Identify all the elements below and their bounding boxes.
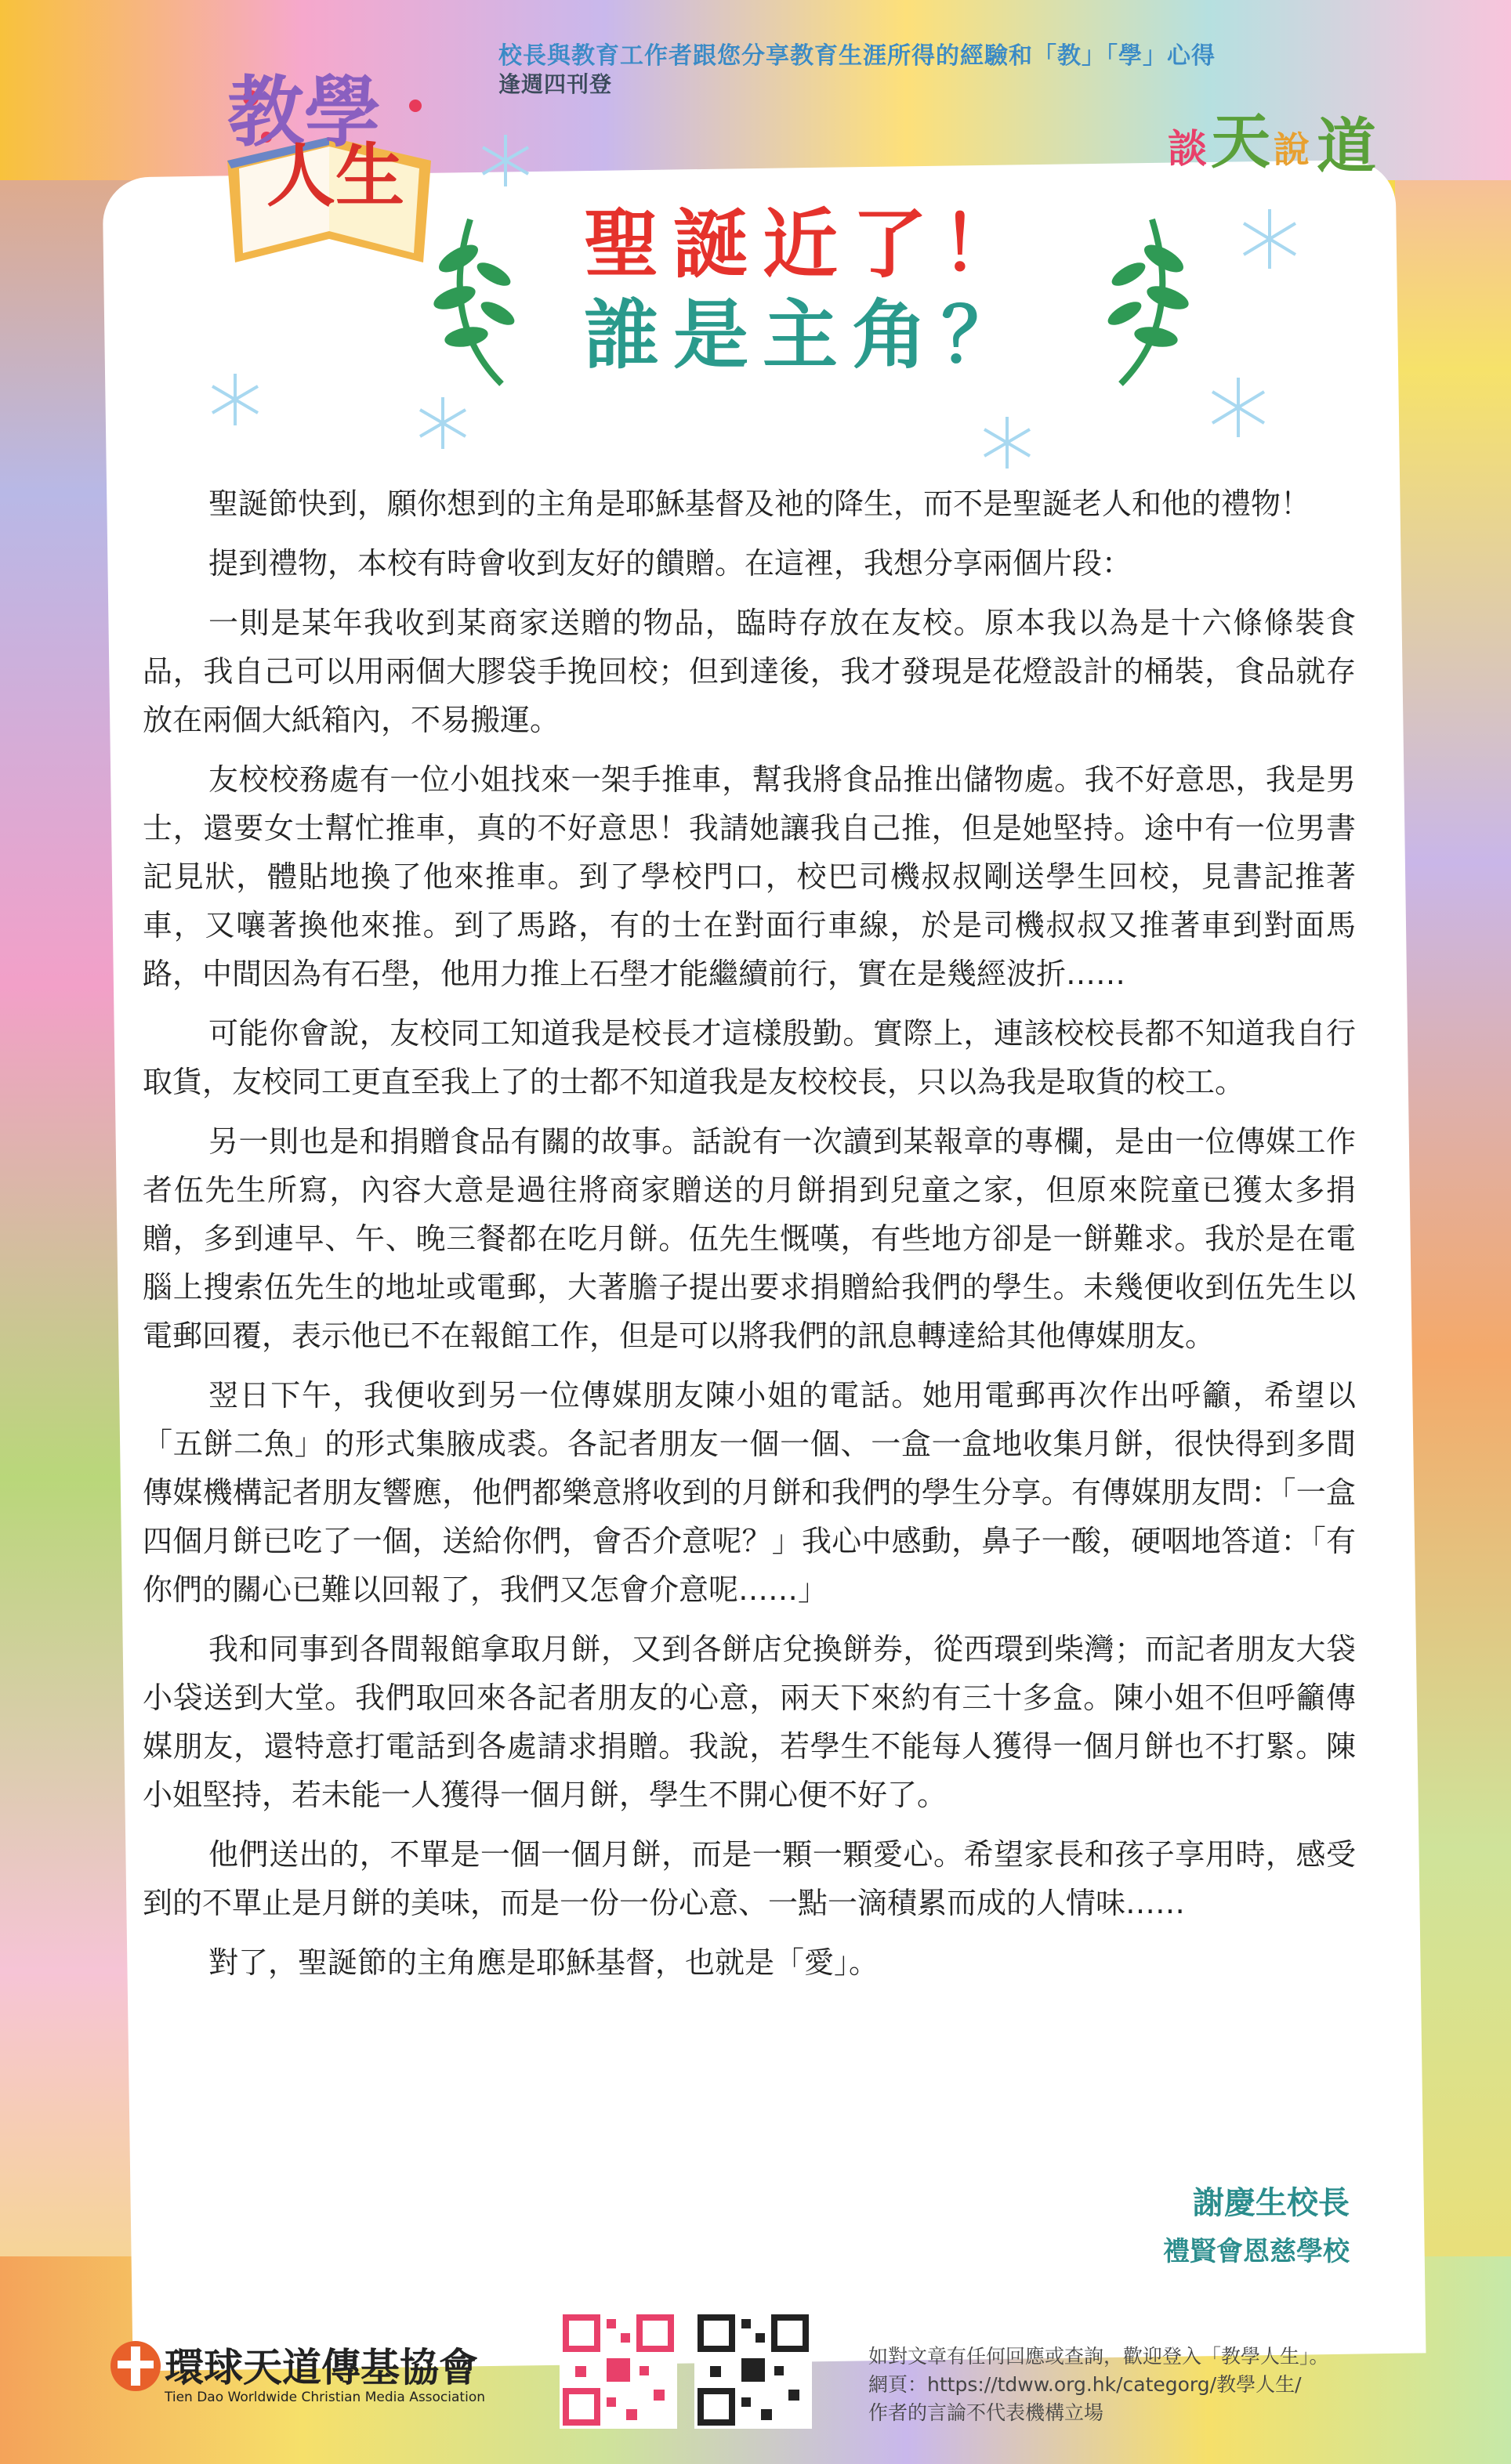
paragraph: 對了，聖誕節的主角應是耶穌基督，也就是「愛」。: [208, 1945, 879, 1980]
article-body: [143, 479, 1356, 1998]
org-name: 環球天道傳基協會: [165, 2345, 478, 2390]
paragraph: 我和同事到各間報館拿取月餅，又到各餅店兌換餅券，從西環到柴灣；而記者朋友大袋小袋送到大堂。我們取回來各記者朋友的心意，兩天下來約有三十多盒。陳小姐不但呼籲傳媒朋友，還特意打電話到各處請求捐贈。我說，若學生不能每人獲得一個月餅也不打緊。陳小姐堅持，若未能一人獲得一個月餅，學生不開心便不好了。: [143, 1632, 1356, 1812]
snowflake-icon: [208, 372, 263, 427]
paragraph: 他們送出的，不單是一個一個月餅，而是一顆一顆愛心。希望家長和孩子享用時，感受到的不單止是月餅的美味，而是一份一份心意、一點一滴積累而成的人情味……: [143, 1837, 1356, 1920]
column-tagline: 校長與教育工作者跟您分享教育生涯所得的經驗和「教」「學」心得: [498, 42, 1216, 70]
paragraph: 提到禮物，本校有時會收到友好的饋贈。在這裡，我想分享兩個片段：: [208, 546, 1132, 581]
paragraph: 聖誕節快到，願你想到的主角是耶穌基督及祂的降生，而不是聖誕老人和他的禮物！: [208, 487, 1311, 521]
contact-url[interactable]: 網頁：https://tdww.org.hk/categorg/教學人生/: [868, 2373, 1302, 2396]
talk-char-1: 談: [1168, 125, 1207, 172]
org-logo-icon: [108, 2339, 163, 2393]
laurel-right-icon: [1097, 212, 1199, 392]
snowflake-icon: [478, 133, 533, 188]
snowflake-icon: [980, 415, 1035, 470]
talk-logo: [1168, 94, 1403, 180]
paragraph: 一則是某年我收到某商家送贈的物品，臨時存放在友校。原本我以為是十六條條裝食品，我自己可以用兩個大膠袋手挽回校；但到達後，我才發現是花燈設計的桶裝，食品就存放在兩個大紙箱內，不易搬運。: [143, 606, 1356, 737]
talk-char-4: 道: [1317, 111, 1376, 181]
author-school: 禮賢會恩慈學校: [1163, 2236, 1350, 2267]
contact-line1: 如對文章有任何回應或查詢，歡迎登入「教學人生」。: [868, 2345, 1329, 2368]
snowflake-icon: [415, 396, 470, 450]
snowflake-icon: [1207, 376, 1270, 439]
logo-line2: 人生: [266, 135, 405, 216]
contact-info: [868, 2343, 1329, 2427]
author-name: 謝慶生校長: [1193, 2185, 1350, 2221]
paragraph: 友校校務處有一位小姐找來一架手推車，幫我將食品推出儲物處。我不好意思，我是男士，還要女士幫忙推車，真的不好意思！我請她讓我自己推，但是她堅持。途中有一位男書記見狀，體貼地換了他來推車。到了學校門口，校巴司機叔叔剛送學生回校，見書記推著車，又嚷著換他來推。到了馬路，有的士在對面行車線，於是司機叔叔又推著車到對面馬路，中間因為有石壆，他用力推上石壆才能繼續前行，實在是幾經波折……: [143, 762, 1356, 991]
paragraph: 另一則也是和捐贈食品有關的故事。話說有一次讀到某報章的專欄，是由一位傳媒工作者伍先生所寫，內容大意是過往將商家贈送的月餅捐到兒童之家，但原來院童已獲太多捐贈，多到連早、午、晚三餐都在吃月餅。伍先生慨嘆，有些地方卻是一餅難求。我於是在電腦上搜索伍先生的地址或電郵，大著膽子提出要求捐贈給我們的學生。未幾便收到伍先生以電郵回覆，表示他已不在報館工作，但是可以將我們的訊息轉達給其他傳媒朋友。: [143, 1124, 1356, 1353]
title-line2: 誰是主角？: [584, 291, 1031, 379]
logo-line1: 教學: [227, 67, 382, 157]
talk-char-3: 說: [1274, 128, 1310, 171]
contact-disclaimer: 作者的言論不代表機構立場: [868, 2401, 1104, 2424]
qr-code-icon[interactable]: [560, 2311, 677, 2429]
org-name-en: Tien Dao Worldwide Christian Media Association: [165, 2390, 485, 2405]
article-title: [533, 201, 1082, 379]
column-schedule: 逢週四刊登: [498, 71, 613, 97]
paragraph: 可能你會說，友校同工知道我是校長才這樣殷勤。實際上，連該校校長都不知道我自行取貨，友校同工更直至我上了的士都不知道我是友校校長，只以為我是取貨的校工。: [143, 1016, 1356, 1099]
laurel-left-icon: [423, 212, 525, 392]
snowflake-icon: [1238, 208, 1301, 270]
title-line1: 聖誕近了！: [584, 201, 1031, 288]
qr-code-icon[interactable]: [694, 2311, 812, 2429]
talk-char-2: 天: [1211, 107, 1270, 176]
paragraph: 翌日下午，我便收到另一位傳媒朋友陳小姐的電話。她用電郵再次作出呼籲，希望以「五餅二魚」的形式集腋成裘。各記者朋友一個一個、一盒一盒地收集月餅，很快得到多間傳媒機構記者朋友響應，他們都樂意將收到的月餅和我們的學生分享。有傳媒朋友問：「一盒四個月餅已吃了一個，送給你們，會否介意呢？」我心中感動，鼻子一酸，硬咽地答道：「有你們的關心已難以回報了，我們又怎會介意呢……」: [143, 1378, 1356, 1607]
